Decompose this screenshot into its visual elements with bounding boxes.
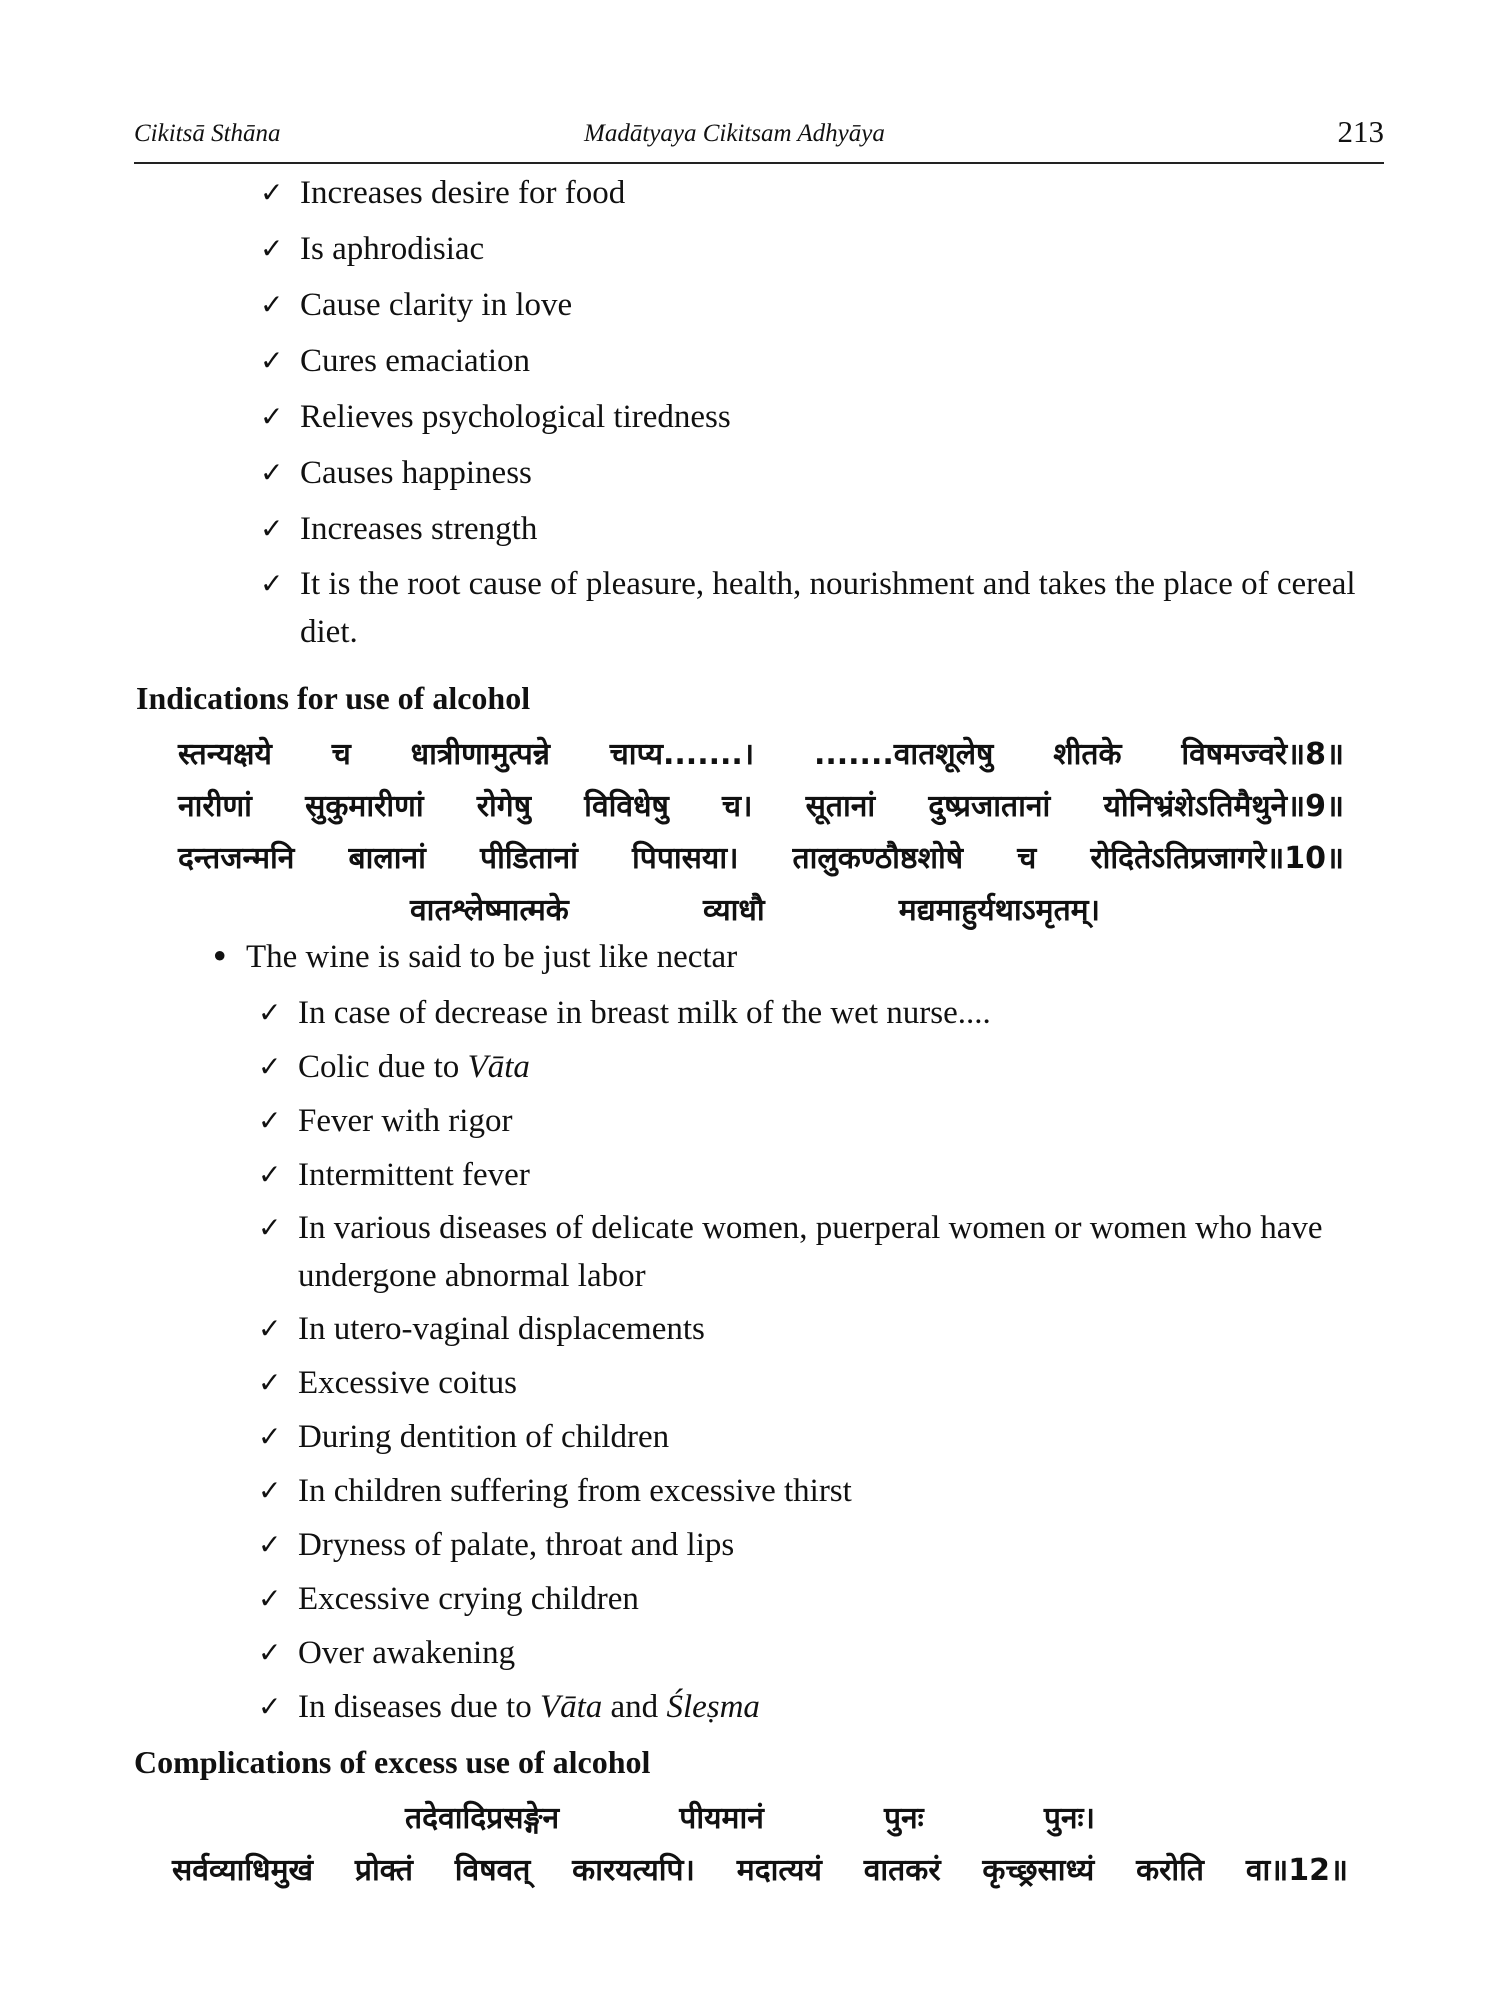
checkmark-icon: ✓ [260,344,284,377]
page-number: 213 [1337,114,1384,149]
list-item: ✓ Is aphrodisiac [260,224,1390,274]
list-item: ✓ In children suffering from excessive thirst [258,1466,1390,1516]
checkmark-icon: ✓ [258,1050,282,1083]
list-item: ✓ Causes happiness [260,448,1390,498]
list-item: ✓ Dryness of palate, throat and lips [258,1520,1390,1570]
checkmark-icon: ✓ [258,1211,282,1244]
list-item: ✓ Cures emaciation [260,336,1390,386]
term-slesma: Śleṣma [666,1689,760,1725]
section-heading-indications: Indications for use of alcohol [136,680,531,716]
checkmark-icon: ✓ [258,1636,282,1669]
list-item: ✓ Intermittent fever [258,1150,1390,1200]
header-section-title: Cikitsā Sthāna [134,120,281,147]
checkmark-icon: ✓ [260,400,284,433]
checkmark-icon: ✓ [258,1366,282,1399]
list-item: ✓ Increases desire for food [260,168,1390,218]
list-item: ✓ Cause clarity in love [260,280,1390,330]
checkmark-icon: ✓ [258,1582,282,1615]
sanskrit-verse-8: स्तन्यक्षये च धात्रीणामुत्पन्ने चाप्य.......। .......वातशूलेषु शीतके विषमज्वरे॥8॥ [178,737,1344,772]
checkmark-icon: ✓ [260,456,284,489]
bullet-point: • The wine is said to be just like nectar [210,932,737,982]
sanskrit-verse-9: नारीणां सुकुमारीणां रोगेषु विविधेषु च। सूतानां दुष्प्रजातानां योनिभ्रंशेऽतिमैथुने॥9॥ [178,789,1344,824]
list-item: ✓ Relieves psychological tiredness [260,392,1390,442]
checkmark-icon: ✓ [258,1420,282,1453]
indications-list [258,988,1390,1736]
header-chapter-title: Madātyaya Cikitsam Adhyāya [584,120,885,147]
list-item: ✓ During dentition of children [258,1412,1390,1462]
checkmark-icon: ✓ [258,1312,282,1345]
sanskrit-verse-12a: तदेवादिप्रसङ्गेन पीयमानं पुनः पुनः। [405,1801,1095,1836]
sanskrit-verse-10: दन्तजन्मनि बालानां पीडितानां पिपासया। तालुकण्ठौष्ठशोषे च रोदितेऽतिप्रजागरे॥10॥ [178,841,1344,876]
list-item: ✓ It is the root cause of pleasure, health, nourishment and takes the place of cereal diet. [260,560,1390,656]
list-item: ✓ Increases strength [260,504,1390,554]
checkmark-icon: ✓ [258,1474,282,1507]
term-vata: Vāta [539,1689,603,1725]
checkmark-icon: ✓ [258,1104,282,1137]
section-heading-complications: Complications of excess use of alcohol [134,1744,651,1780]
sanskrit-verse-12b: सर्वव्याधिमुखं प्रोक्तं विषवत् कारयत्यपि। मदात्ययं वातकरं कृच्छ्रसाध्यं करोति वा॥12॥ [172,1853,1348,1888]
sanskrit-verse-11: वातश्लेष्मात्मके व्याधौ मद्यमाहुर्यथाऽमृतम्। [410,893,1100,928]
benefits-list [260,168,1390,662]
list-item: ✓ Fever with rigor [258,1096,1390,1146]
checkmark-icon: ✓ [260,567,284,600]
checkmark-icon: ✓ [260,288,284,321]
list-item: ✓ Excessive coitus [258,1358,1390,1408]
checkmark-icon: ✓ [260,232,284,265]
list-item: ✓ In diseases due to Vāta and Śleṣma [258,1682,1390,1732]
checkmark-icon: ✓ [258,1528,282,1561]
list-item: ✓ In case of decrease in breast milk of the wet nurse.... [258,988,1390,1038]
checkmark-icon: ✓ [260,176,284,209]
list-item: ✓ Excessive crying children [258,1574,1390,1624]
checkmark-icon: ✓ [258,1158,282,1191]
running-header [134,114,1384,164]
list-item: ✓ In various diseases of delicate women, puerperal women or women who have undergone abnormal labor [258,1204,1390,1300]
checkmark-icon: ✓ [258,1690,282,1723]
list-item: ✓ Colic due to Vāta [258,1042,1390,1092]
bullet-icon: • [210,937,230,976]
checkmark-icon: ✓ [260,512,284,545]
checkmark-icon: ✓ [258,996,282,1029]
list-item: ✓ Over awakening [258,1628,1390,1678]
list-item: ✓ In utero-vaginal displacements [258,1304,1390,1354]
term-vata: Vāta [467,1049,530,1085]
